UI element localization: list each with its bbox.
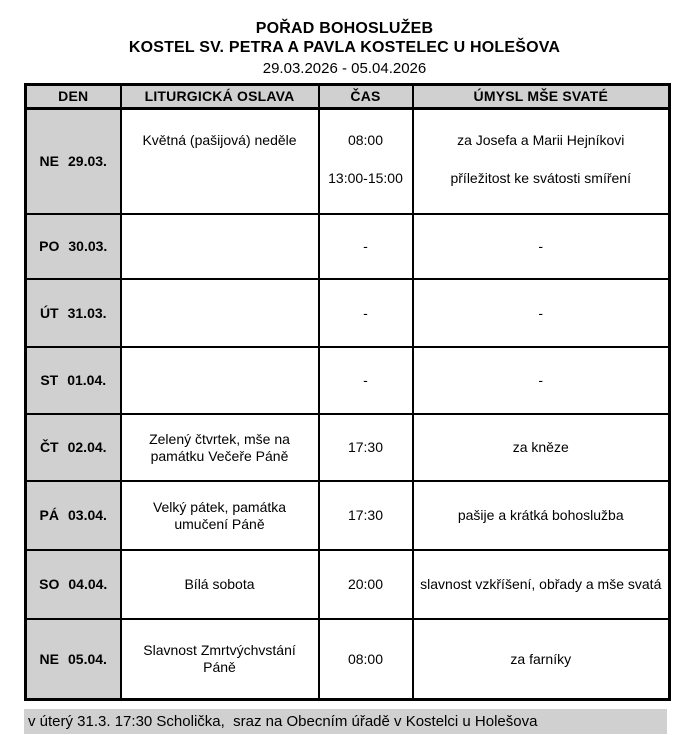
intention-cell: [413, 414, 670, 481]
celebration-cell: [121, 214, 319, 279]
intention-cell: [413, 619, 670, 700]
intention-cell: [413, 214, 670, 279]
day-cell: [26, 481, 121, 550]
time-cell: [319, 481, 413, 550]
intention-entry: za kněze: [512, 439, 569, 455]
day-abbrev: SO: [39, 576, 60, 592]
time-entry: 20:00: [347, 576, 384, 592]
intention-entry: za farníky: [510, 650, 572, 667]
celebration-cell: Velký pátek, památka umučení Páně: [121, 481, 319, 550]
footer-note: v úterý 31.3. 17:30 Scholička, sraz na Obecním úřadě v Kostelci u Holešova: [24, 709, 667, 734]
time-entry: -: [363, 238, 368, 254]
intention-cell: [413, 279, 670, 347]
schedule-table-body: [26, 109, 670, 700]
day-cell: [26, 550, 121, 619]
time-cell: [319, 619, 413, 700]
schedule-table: [24, 83, 671, 701]
intention-cell: [413, 550, 670, 619]
day-abbrev: ČT: [39, 439, 59, 455]
day-abbrev: PÁ: [39, 507, 59, 523]
celebration-cell: Květná (pašijová) neděle: [121, 109, 319, 215]
day-date: 03.04.: [68, 507, 107, 523]
column-header-den: DEN: [26, 85, 121, 109]
time-entry: 08:00: [347, 132, 384, 148]
day-abbrev: ST: [40, 372, 59, 388]
table-row: [26, 214, 670, 279]
intention-cell: [413, 109, 670, 215]
title-block: [0, 0, 689, 78]
table-row: [26, 109, 670, 215]
day-cell: [26, 214, 121, 279]
time-entry: -: [363, 304, 368, 321]
day-cell: [26, 619, 121, 700]
time-entry: 17:30: [347, 507, 384, 523]
intention-entry: -: [538, 238, 544, 254]
celebration-cell: [121, 279, 319, 347]
intention-cell: [413, 347, 670, 414]
day-date: 30.03.: [68, 238, 108, 254]
celebration-cell: Slavnost Zmrtvýchvstání Páně: [121, 619, 319, 700]
date-range: 29.03.2026 - 05.04.2026: [262, 60, 427, 77]
time-cell: [319, 279, 413, 347]
table-row: [26, 347, 670, 414]
column-header-umysl-mse-svate: ÚMYSL MŠE SVATÉ: [413, 85, 670, 109]
day-abbrev: PO: [39, 238, 60, 254]
intention-entry: slavnost vzkříšení, obřady a mše svatá: [420, 576, 662, 592]
day-date: 02.04.: [67, 439, 107, 455]
time-cell: [319, 550, 413, 619]
table-row: [26, 279, 670, 347]
time-cell: [319, 109, 413, 215]
day-date: 05.04.: [68, 650, 107, 667]
day-date: 01.04.: [67, 372, 107, 388]
intention-entry: za Josefa a Marii Hejníkovi: [457, 132, 625, 148]
day-abbrev: NE: [39, 650, 59, 667]
day-abbrev: ÚT: [39, 304, 59, 321]
celebration-cell: [121, 347, 319, 414]
celebration-cell: Zelený čtvrtek, mše na památku Večeře Páně: [121, 414, 319, 481]
day-cell: [26, 414, 121, 481]
table-row: [26, 619, 670, 700]
table-row: [26, 481, 670, 550]
day-cell: [26, 347, 121, 414]
time-entry: -: [363, 372, 368, 388]
intention-entry: příležitost ke svátosti smíření: [450, 170, 631, 186]
table-row: [26, 414, 670, 481]
intention-entry: -: [538, 372, 544, 388]
day-date: 04.04.: [68, 576, 108, 592]
table-row: [26, 550, 670, 619]
time-cell: [319, 214, 413, 279]
time-cell: [319, 414, 413, 481]
column-header-liturgicka-oslava: LITURGICKÁ OSLAVA: [121, 85, 319, 109]
page-title: POŘAD BOHOSLUŽEB: [255, 20, 434, 37]
time-entry: 13:00-15:00: [328, 170, 403, 186]
time-entry: 08:00: [347, 650, 384, 667]
day-cell: [26, 109, 121, 215]
time-cell: [319, 347, 413, 414]
day-abbrev: NE: [39, 153, 59, 169]
intention-entry: pašije a krátká bohoslužba: [457, 507, 624, 523]
church-name: KOSTEL SV. PETRA A PAVLA KOSTELEC U HOLEŠOVA: [128, 39, 561, 56]
day-cell: [26, 279, 121, 347]
table-header-row: [26, 85, 670, 109]
time-entry: 17:30: [347, 439, 384, 455]
intention-entry: -: [538, 304, 544, 321]
column-header-cas: ČAS: [319, 85, 413, 109]
celebration-cell: Bílá sobota: [121, 550, 319, 619]
day-date: 31.03.: [67, 304, 107, 321]
intention-cell: [413, 481, 670, 550]
day-date: 29.03.: [68, 153, 107, 169]
